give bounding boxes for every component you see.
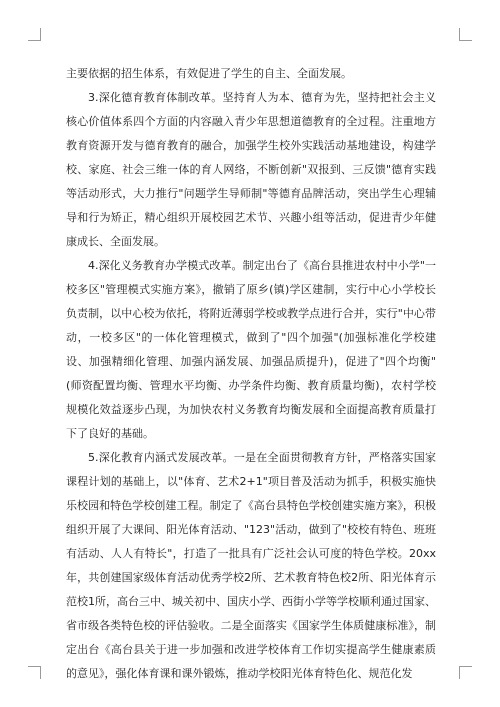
crop-mark-top-left bbox=[28, 28, 41, 41]
paragraph-continuation: 主要依据的招生体系，有效促进了学生的自主、全面发展。 bbox=[66, 67, 352, 80]
paragraph-connotative-development-reform: 5.深化教育内涵式发展改革。一是在全面贯彻教育方针，严格落实国家课程计划的基础上，以"体育、艺术2+1"项目普及活动为抓手，积极实施快乐校园和特色学校创建工程。制定了《高台县特色学校创建实施方案》，积极组织开展了大课间、阳光体育活动、"123"活动，做到了"校校有特色、班班有活动、人人有特长"，打造了一批具有广泛社会认可度的特色学校。20xx年，共创建国家级体育活动优秀学校2所、艺术教育特色校2所、阳光体育示范校1所，高台三中、城关初中、国庆小学、西街小学等学校顺利通过国家、省市级各类特色校的评估验收。二是全面落实《国家学生体质健康标准》，制定出台《高台县关于进一步加强和改进学校体育工作切实提高学生健康素质的意见》，强化体育课和课外锻炼，推动学校阳光体育特色化、规范化发 bbox=[66, 451, 436, 680]
paragraph-moral-education-reform: 3.深化德育教育体制改革。坚持育人为本、德育为先，坚持把社会主义核心价值体系四个方面的内容融入青少年思想道德教育的全过程。注重地方教育资源开发与德育教育的融合，加强学生校外实践活动基地建设，构建学校、家庭、社会三维一体的育人网络，不断创新"双报到、三反馈"德育实践等活动形式，大力推行"问题学生导师制"等德育品牌活动，突出学生心理辅导和行为矫正，精心组织开展校园艺术节、兴趣小组等活动，促进青少年健康成长、全面发展。 bbox=[66, 91, 436, 248]
crop-mark-bottom-left bbox=[28, 666, 41, 679]
crop-mark-top-right bbox=[459, 28, 472, 41]
paragraph-compulsory-education-reform: 4.深化义务教育办学模式改革。制定出台了《高台县推进农村中小学"一校多区"管理模式实施方案》，撤销了原乡(镇)学区建制，实行中心小学校长负责制，以中心校为依托，将附近薄弱学校或教学点进行合并，实行"中心带动，一校多区"的一体化管理模式，做到了"四个加强"(加强标准化学校建设、加强精细化管理、加强内涵发展、加强品质提升)，促进了"四个均衡"(师资配置均衡、管理水平均衡、办学条件均衡、教育质量均衡)，农村学校规模化效益逐步凸现，为加快农村义务教育均衡发展和全面提高教育质量打下了良好的基础。 bbox=[66, 259, 436, 440]
document-body bbox=[66, 62, 436, 686]
crop-mark-bottom-right bbox=[459, 666, 472, 679]
